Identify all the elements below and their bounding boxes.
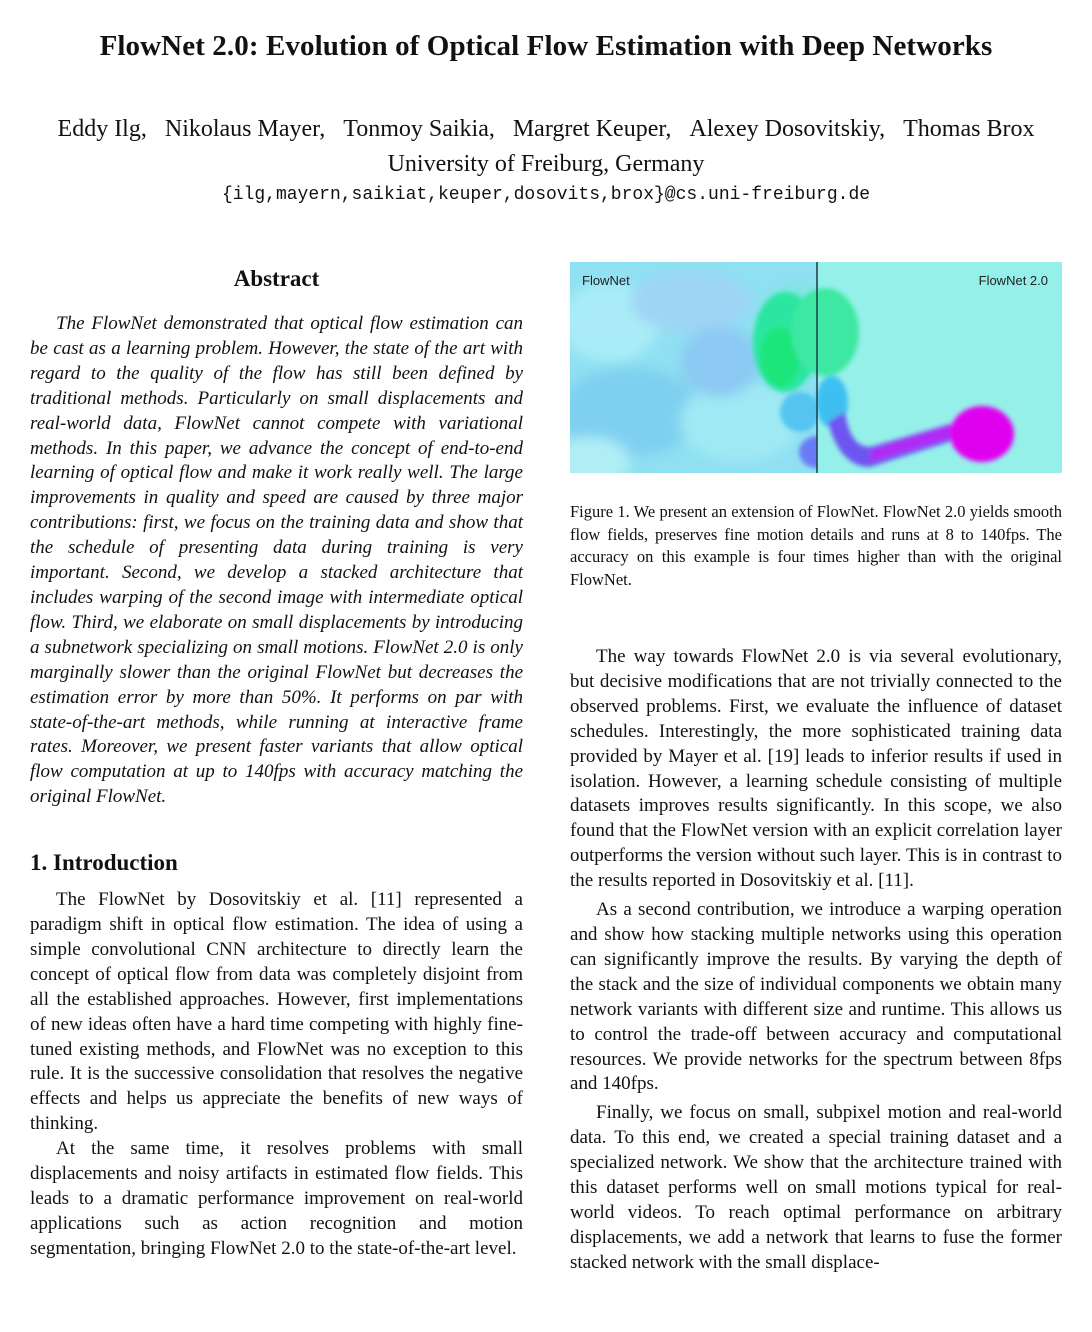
body-paragraph: As a second contribution, we introduce a warping operation and show how stacking multiple networks using this operation can significantly improve the results. By varying the depth of the stack and the size of individual components we obtain many network variants with different size and runtime. This allows us to control the trade-off between accuracy and computational resources. We provide networks for the spectrum between 8fps and 140fps. [570, 899, 1062, 1095]
body-paragraph: The way towards FlowNet 2.0 is via several evolutionary, but decisive modifications that are not trivially connected to the observed problems. First, we evaluate the influence of dataset schedules. Interestingly, the more sophisticated training data provided by Mayer et al. [19] leads to inferior results if used in isolation. However, a learning schedule consisting of multiple datasets improves results significantly. In this scope, we also found that the FlowNet version with an explicit correlation layer outperforms the version without such layer. This is in contrast to the results reported in Dosovitskiy et al. [11]. [570, 646, 1062, 892]
flow-field-image [570, 262, 1062, 473]
author-name: Eddy Ilg, [57, 116, 147, 142]
author-block [0, 112, 1092, 182]
introduction-heading: 1. Introduction [30, 850, 178, 876]
figure-label-right: FlowNet 2.0 [978, 273, 1048, 288]
author-name: Thomas Brox [903, 116, 1035, 142]
affiliation: University of Freiburg, Germany [387, 151, 705, 177]
author-list [0, 112, 1092, 147]
left-column [30, 262, 523, 1262]
author-name: Margret Keuper, [512, 116, 672, 142]
body-paragraph: Finally, we focus on small, subpixel motion and real-world data. To this end, we created a special training dataset and a specialized network. We show that the architecture trained with this dataset performs well on small motions typical for real-world videos. To reach optimal performance on arbitrary displacements, we add a network that learns to fuse the former stacked network with the small displace- [570, 1102, 1062, 1273]
author-email: {ilg,mayern,saikiat,keuper,dosovits,brox}@cs.uni-freiburg.de [221, 185, 871, 205]
author-name: Tonmoy Saikia, [343, 116, 495, 142]
abstract-heading: Abstract [233, 266, 320, 291]
abstract-text: The FlowNet demonstrated that optical flow estimation can be cast as a learning problem. However, the state of the art with regard to the quality of the flow has still been defined by traditional methods. Particularly on small displacements and real-world data, FlowNet cannot compete with variational methods. In this paper, we advance the concept of end-to-end learning of optical flow and make it work really well. The large improvements in quality and speed are caused by three major contributions: first, we focus on the training data and show that the schedule of presenting data during training is very important. Second, we develop a stacked architecture that includes warping of the second image with intermediate optical flow. Third, we elaborate on small displacements by introducing a subnetwork specializing on small motions. FlowNet 2.0 is only marginally slower than the original FlowNet but decreases the estimation error by more than 50%. It performs on par with state-of-the-art methods, while running at interactive frame rates. Moreover, we present faster variants that allow optical flow computation at up to 140fps with accuracy matching the original FlowNet. [30, 313, 523, 808]
intro-paragraph: At the same time, it resolves problems with small displacements and noisy artifacts in estimated flow fields. This leads to a dramatic performance improvement on real-world applications such as action recognition and motion segmentation, bringing FlowNet 2.0 to the state-of-the-art level. [30, 1138, 523, 1259]
author-name: Nikolaus Mayer, [164, 116, 326, 142]
figure-label-left: FlowNet [582, 273, 630, 288]
flow-comparison-figure [570, 262, 1062, 473]
figure-caption: Figure 1. We present an extension of FlowNet. FlowNet 2.0 yields smooth flow fields, preserves fine motion details and runs at 8 to 140fps. The accuracy on this example is four times higher than with the original FlowNet. [570, 502, 1062, 589]
right-column [570, 262, 1062, 1276]
paper-title: FlowNet 2.0: Evolution of Optical Flow Estimation with Deep Networks [99, 30, 993, 62]
intro-paragraph: The FlowNet by Dosovitskiy et al. [11] represented a paradigm shift in optical flow estimation. The idea of using a simple convolutional CNN architecture to directly learn the concept of optical flow from data was completely disjoint from all the established approaches. However, first implementations of new ideas often have a hard time competing with highly fine-tuned existing methods, and FlowNet was no exception to this rule. It is the successive consolidation that resolves the negative effects and helps us appreciate the benefits of new ways of thinking. [30, 889, 523, 1135]
right-column-text [570, 645, 1062, 1276]
author-name: Alexey Dosovitskiy, [689, 116, 886, 142]
